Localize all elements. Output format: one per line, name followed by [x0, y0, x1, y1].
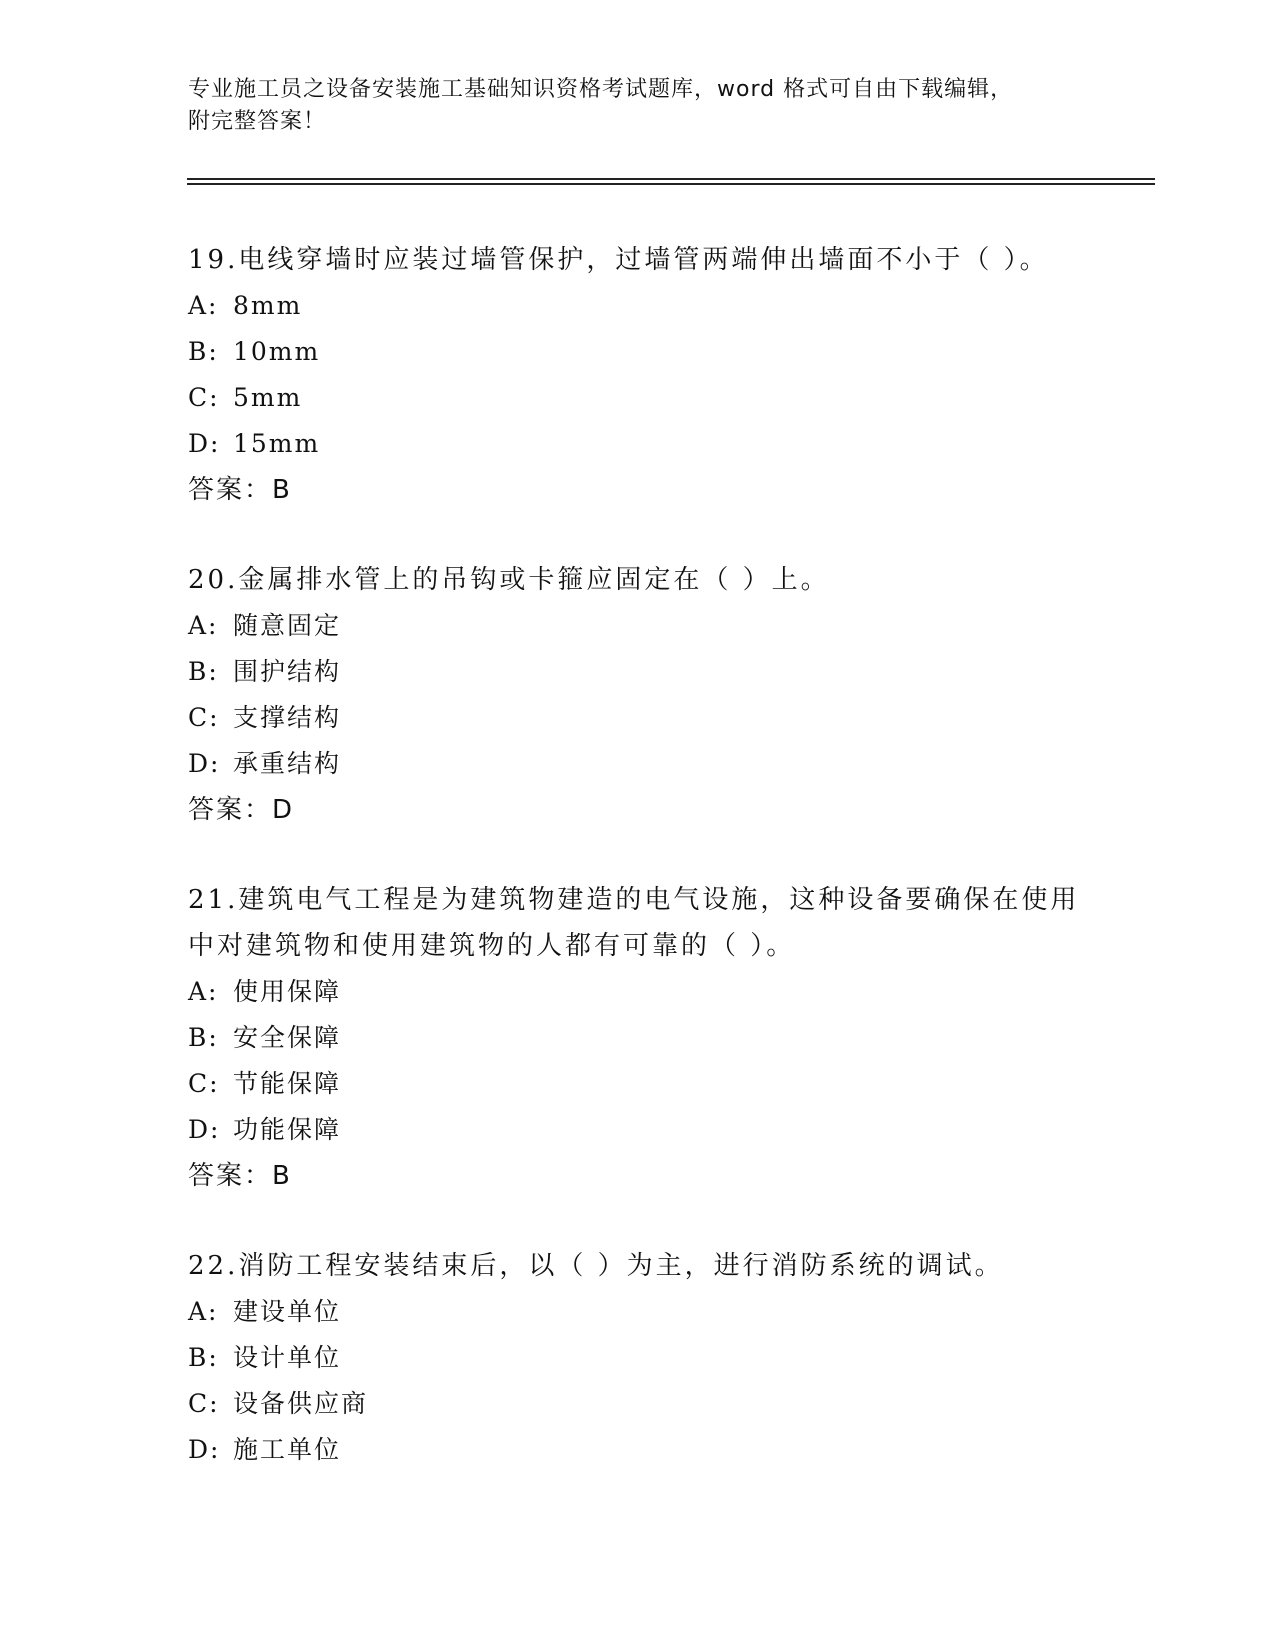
- answer-label: 答案：B: [188, 475, 292, 505]
- answer-label: 答案：D: [188, 795, 295, 825]
- question-stem: 19.电线穿墙时应装过墙管保护，过墙管两端伸出墙面不小于（ ）。: [188, 245, 1049, 275]
- option-text: 15mm: [233, 429, 321, 458]
- option-text: 承重结构: [233, 749, 342, 778]
- option-letter: C:: [188, 1389, 220, 1418]
- option-letter: A:: [188, 1297, 219, 1326]
- option-b: [188, 1335, 1088, 1381]
- option-letter: D:: [188, 1115, 221, 1144]
- option-text: 节能保障: [233, 1069, 342, 1098]
- option-letter: B:: [188, 657, 219, 686]
- option-text: 8mm: [233, 291, 303, 320]
- option-a: [188, 603, 1088, 649]
- answer-label: 答案：B: [188, 1161, 292, 1191]
- question-21: [188, 877, 1088, 1199]
- option-text: 支撑结构: [233, 703, 342, 732]
- question-list: [188, 237, 1088, 1517]
- option-d: [188, 1107, 1088, 1153]
- option-letter: B:: [188, 337, 219, 366]
- option-text: 功能保障: [233, 1115, 342, 1144]
- question-stem: 20.金属排水管上的吊钩或卡箍应固定在（ ）上。: [188, 565, 830, 595]
- option-text: 设计单位: [233, 1343, 342, 1372]
- option-letter: D:: [188, 749, 221, 778]
- document-header: [188, 74, 1068, 138]
- option-text: 5mm: [233, 383, 303, 412]
- header-divider-top: [187, 178, 1155, 180]
- question-20: [188, 557, 1088, 833]
- question-19: [188, 237, 1088, 513]
- option-letter: C:: [188, 703, 220, 732]
- option-a: [188, 283, 1088, 329]
- header-divider-bottom: [187, 183, 1155, 185]
- option-c: [188, 1061, 1088, 1107]
- option-text: 使用保障: [233, 977, 342, 1006]
- option-text: 安全保障: [233, 1023, 342, 1052]
- question-stem: 21.建筑电气工程是为建筑物建造的电气设施，这种设备要确保在使用中对建筑物和使用建筑物的人都有可靠的（ ）。: [188, 885, 1080, 961]
- option-a: [188, 969, 1088, 1015]
- option-d: [188, 741, 1088, 787]
- question-stem: 22.消防工程安装结束后，以（ ）为主，进行消防系统的调试。: [188, 1251, 1004, 1281]
- option-text: 建设单位: [233, 1297, 342, 1326]
- option-b: [188, 329, 1088, 375]
- option-letter: D:: [188, 1435, 221, 1464]
- option-text: 随意固定: [233, 611, 342, 640]
- option-letter: A:: [188, 291, 219, 320]
- option-c: [188, 375, 1088, 421]
- option-b: [188, 649, 1088, 695]
- header-line-1: 专业施工员之设备安装施工基础知识资格考试题库，word 格式可自由下载编辑，: [188, 77, 1014, 102]
- option-text: 施工单位: [233, 1435, 342, 1464]
- header-line-2: 附完整答案！: [188, 109, 327, 134]
- option-c: [188, 1381, 1088, 1427]
- option-b: [188, 1015, 1088, 1061]
- option-c: [188, 695, 1088, 741]
- option-text: 10mm: [233, 337, 321, 366]
- option-text: 设备供应商: [233, 1389, 369, 1418]
- option-text: 围护结构: [233, 657, 342, 686]
- option-d: [188, 421, 1088, 467]
- option-letter: A:: [188, 977, 219, 1006]
- option-d: [188, 1427, 1088, 1473]
- option-letter: D:: [188, 429, 221, 458]
- option-letter: A:: [188, 611, 219, 640]
- option-letter: B:: [188, 1023, 219, 1052]
- option-a: [188, 1289, 1088, 1335]
- option-letter: B:: [188, 1343, 219, 1372]
- question-22: [188, 1243, 1088, 1473]
- option-letter: C:: [188, 1069, 220, 1098]
- option-letter: C:: [188, 383, 220, 412]
